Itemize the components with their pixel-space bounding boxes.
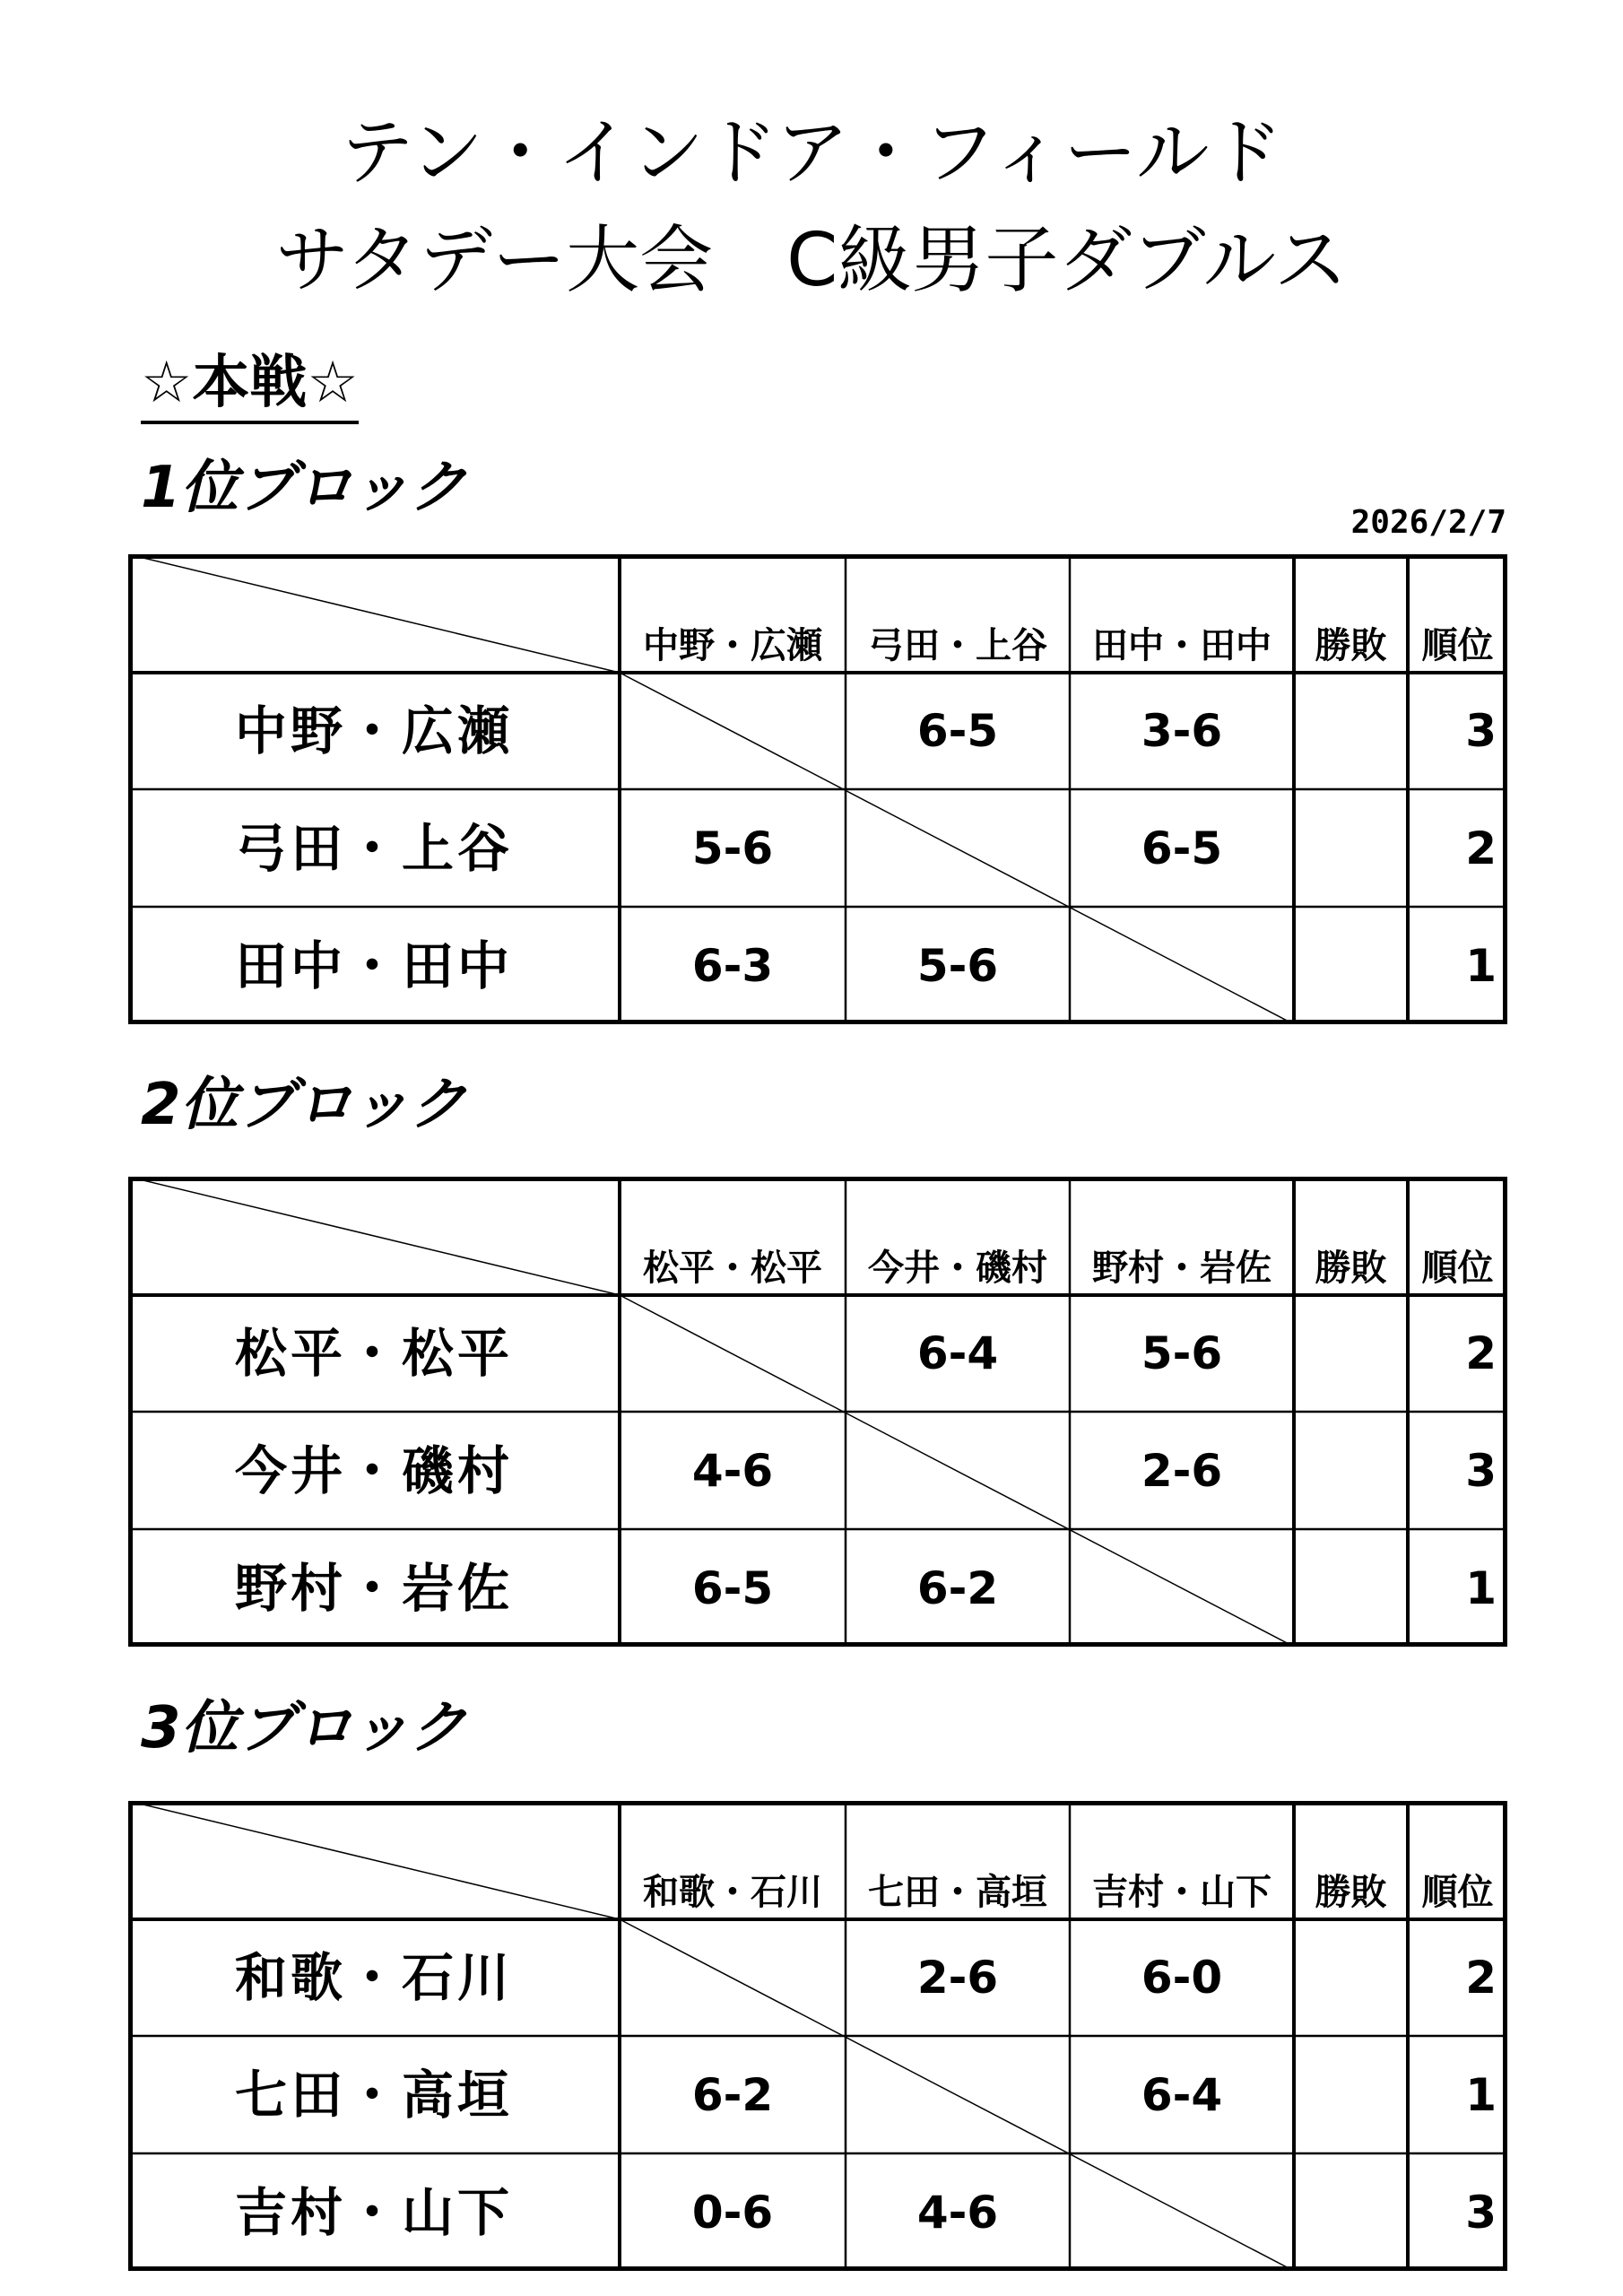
section-heading: ☆本戦☆ [141,354,359,424]
match-score: 4-6 [916,2186,999,2239]
match-score: 5-6 [1141,1327,1223,1379]
row-team-name: 七田・高垣 [234,2064,513,2126]
column-header-win-loss: 勝敗 [1315,1248,1387,1289]
column-header-team: 七田・高垣 [868,1872,1047,1913]
corner-diagonal [128,1801,620,1919]
match-score [620,673,846,789]
column-header-team: 野村・岩佐 [1092,1248,1271,1289]
match-score: 6-5 [691,1561,774,1614]
rank-cell: 3 [1465,705,1497,757]
match-score [846,2036,1070,2153]
match-score: 3-6 [1141,705,1223,757]
block-table-2 [128,1177,1507,1647]
rank-cell: 1 [1465,1561,1497,1614]
block-title-1: 1位ブロック [141,455,467,521]
win-loss-cell [1294,673,1408,789]
page-title-line2: サタデー大会 C級男子ダブルス [275,218,1348,303]
row-team-name: 和歌・石川 [234,1947,513,2008]
win-loss-cell [1294,789,1408,907]
block-title-3: 3位ブロック [141,1695,467,1761]
match-score [846,789,1070,907]
win-loss-cell [1294,2153,1408,2271]
win-loss-cell [1294,2036,1408,2153]
column-header-rank: 順位 [1421,1248,1494,1289]
match-score: 4-6 [691,1444,774,1497]
win-loss-cell [1294,907,1408,1024]
rank-cell: 3 [1465,1444,1497,1497]
column-header-team: 松平・松平 [643,1248,822,1289]
rank-cell: 2 [1465,1327,1497,1379]
row-team-name: 弓田・上谷 [234,817,513,879]
column-header-win-loss: 勝敗 [1315,625,1387,666]
column-header-team: 吉村・山下 [1092,1872,1271,1913]
match-score: 6-2 [916,1561,999,1614]
column-header-team: 和歌・石川 [643,1872,822,1913]
match-score: 6-4 [1141,2068,1223,2121]
corner-diagonal [128,554,620,673]
block-title-2: 2位ブロック [141,1072,467,1138]
match-score: 6-5 [1141,822,1223,874]
match-score [1070,2153,1294,2271]
match-score: 5-6 [691,822,774,874]
rank-cell: 2 [1465,822,1497,874]
rank-cell: 1 [1465,939,1497,992]
row-team-name: 田中・田中 [234,935,513,996]
event-date: 2026/2/7 [1350,504,1506,541]
row-team-name: 今井・磯村 [234,1439,513,1501]
block-table-1 [128,554,1507,1024]
block-table-3 [128,1801,1507,2271]
match-score: 2-6 [1141,1444,1223,1497]
column-header-team: 田中・田中 [1092,625,1271,666]
match-score: 6-4 [916,1327,999,1379]
match-score: 6-2 [691,2068,774,2121]
row-team-name: 吉村・山下 [234,2181,513,2243]
match-score: 2-6 [916,1952,999,2004]
match-score [1070,907,1294,1024]
column-header-rank: 順位 [1421,625,1494,666]
match-score: 6-0 [1141,1952,1223,2004]
win-loss-cell [1294,1919,1408,2036]
rank-cell: 3 [1465,2186,1497,2239]
match-score [620,1919,846,2036]
column-header-team: 中野・広瀬 [643,625,822,666]
match-score [846,1412,1070,1529]
corner-diagonal [128,1177,620,1295]
column-header-team: 弓田・上谷 [868,625,1047,666]
rank-cell: 2 [1465,1952,1497,2004]
match-score: 6-5 [916,705,999,757]
match-score: 5-6 [916,939,999,992]
rank-cell: 1 [1465,2068,1497,2121]
row-team-name: 野村・岩佐 [234,1557,513,1619]
match-score: 0-6 [691,2186,774,2239]
column-header-win-loss: 勝敗 [1315,1872,1387,1913]
match-score: 6-3 [691,939,774,992]
match-score [1070,1529,1294,1647]
column-header-team: 今井・磯村 [868,1248,1047,1289]
page-title-line1: テン・インドア・フィールド [340,110,1283,196]
match-score [620,1295,846,1412]
win-loss-cell [1294,1529,1408,1647]
row-team-name: 中野・広瀬 [234,700,513,761]
win-loss-cell [1294,1295,1408,1412]
win-loss-cell [1294,1412,1408,1529]
column-header-rank: 順位 [1421,1872,1494,1913]
row-team-name: 松平・松平 [234,1323,513,1384]
